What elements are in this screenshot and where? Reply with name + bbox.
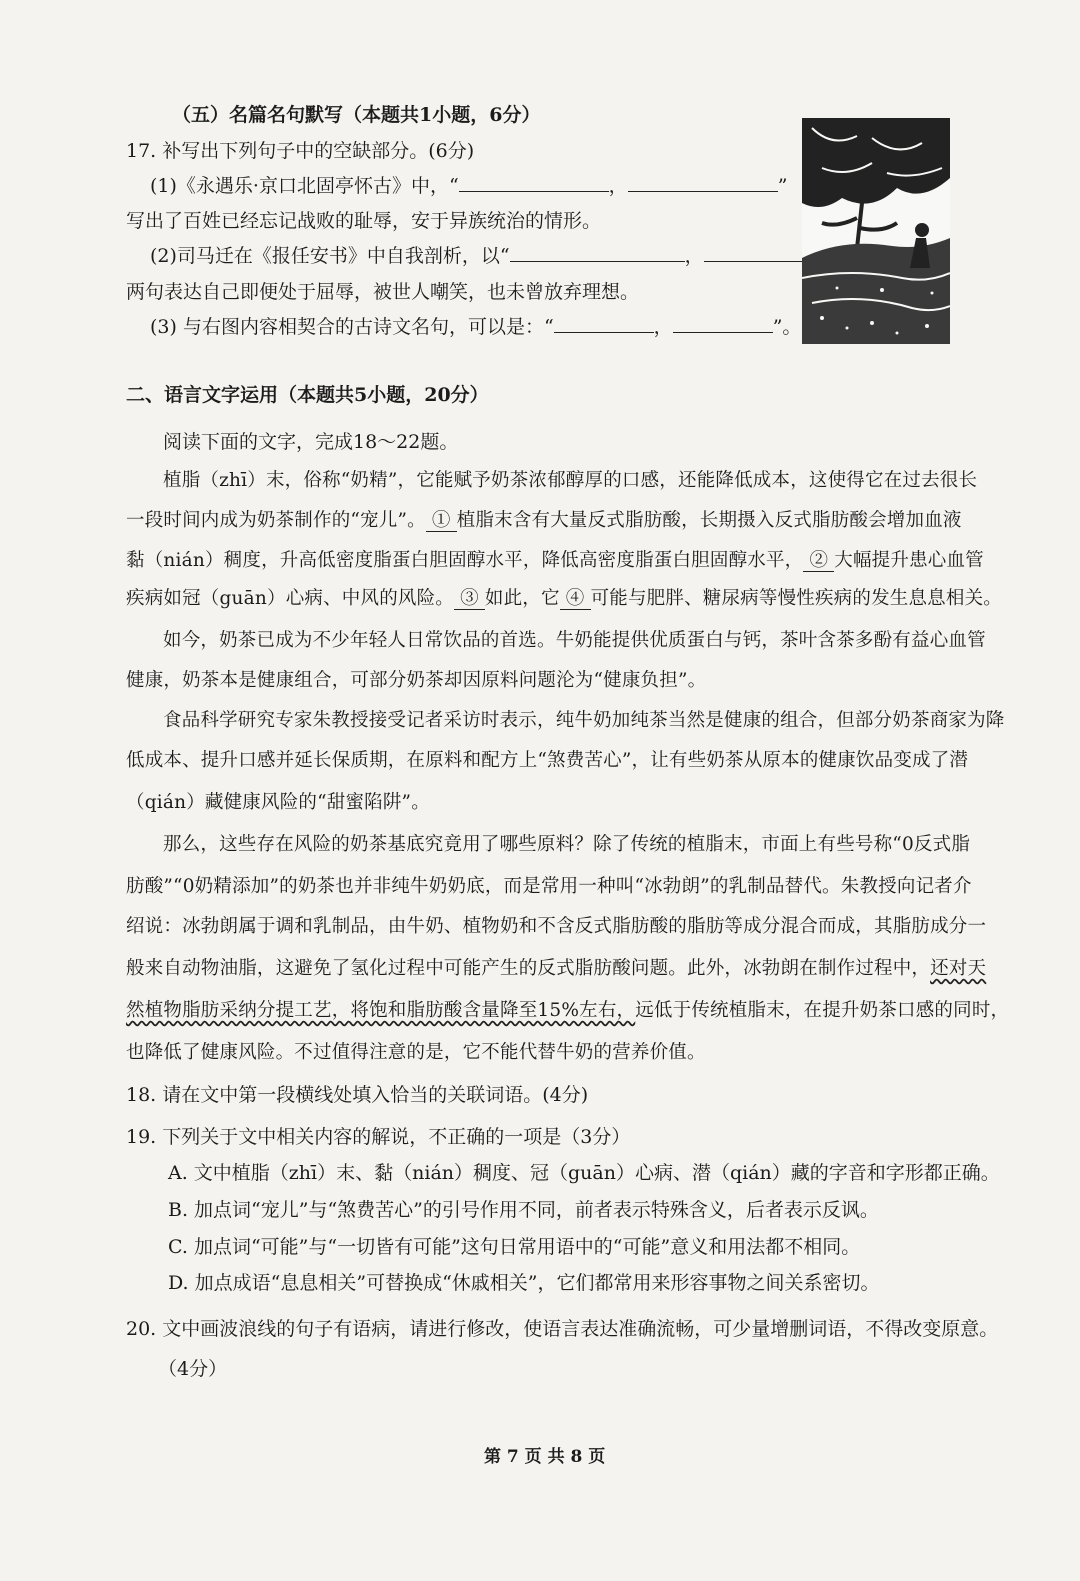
wavy-sentence-part2: 然植物脂肪采纳分提工艺，将饱和脂肪酸含量降至15%左右， [126,1000,636,1021]
passage-text: 黏（nián）稠度，升高低密度脂蛋白胆固醇水平，降低高密度脂蛋白胆固醇水平， [126,550,804,571]
q17-part2-line [150,243,853,269]
passage-p1-line4 [126,586,1002,612]
passage-text: 植脂末含有大量反式脂肪酸，长期摄入反式脂肪酸会增加血液 [456,510,962,531]
blank-marker-1: ① [425,510,457,531]
passage-p4-line5 [126,998,1009,1024]
passage-p4-line6: 也降低了健康风险。不过值得注意的是，它不能代替牛奶的营养价值。 [126,1042,706,1063]
passage-text: 一段时间内成为奶茶制作的“宠儿”。 [126,510,426,531]
comma: ， [653,316,673,338]
q19-option-b[interactable]: B. 加点词“宠儿”与“煞费苦心”的引号作用不同，前者表示特殊含义，后者表示反讽。 [168,1199,879,1221]
passage-text: 大幅提升患心血管 [834,550,984,571]
q17-blank-1[interactable] [459,173,609,192]
q17-part1-text: (1)《永遇乐·京口北固亭怀古》中，“ [150,175,459,197]
passage-p4-line3: 绍说：冰勃朗属于调和乳制品，由牛奶、植物奶和不含反式脂肪酸的脂肪等成分混合而成，其脂肪成分一 [126,916,987,937]
q17-blank-3[interactable] [510,243,685,262]
comma: ， [684,245,704,267]
comma: ， [608,175,628,197]
passage-p3-line3: （qián）藏健康风险的“甜蜜陷阱”。 [126,792,430,813]
section-five-heading: （五）名篇名句默写（本题共1小题，6分） [172,104,541,126]
q17-stem: 17. 补写出下列句子中的空缺部分。(6分) [126,140,475,162]
q19-option-c[interactable]: C. 加点词“可能”与“一切皆有可能”这句日常用语中的“可能”意义和用法都不相同。 [168,1236,861,1258]
q17-part1-desc: 写出了百姓已经忘记战败的耻辱，安于异族统治的情形。 [126,210,602,232]
q20-points: （4分） [158,1358,228,1380]
passage-p4-line2: 肪酸”“0奶精添加”的奶茶也并非纯牛奶奶底，而是常用一种叫“冰勃朗”的乳制品替代。朱教授向记者介 [126,876,972,897]
quote-close: ”。 [772,316,802,338]
q19-stem: 19. 下列关于文中相关内容的解说，不正确的一项是（3分） [126,1126,631,1148]
passage-text: 远低于传统植脂末，在提升奶茶口感的同时， [635,1000,1010,1021]
passage-p2-line2: 健康，奶茶本是健康组合，可部分奶茶却因原料问题沦为“健康负担”。 [126,670,707,691]
passage-text: 如此，它 [484,588,560,609]
blank-marker-4: ④ [559,588,591,609]
q17-part3-text: (3) 与右图内容相契合的古诗文名句，可以是：“ [150,316,554,338]
q17-blank-5[interactable] [554,314,654,333]
passage-p1-line3 [126,548,984,574]
q17-blank-2[interactable] [628,173,778,192]
blank-marker-2: ② [803,550,835,571]
passage-p4-line1: 那么，这些存在风险的奶茶基底究竟用了哪些原料？除了传统的植脂末，市面上有些号称“0反式脂 [163,834,971,855]
passage-p3-line2: 低成本、提升口感并延长保质期，在原料和配方上“煞费苦心”，让有些奶茶从原本的健康饮品变成了潜 [126,750,969,771]
q20-stem: 20. 文中画波浪线的句子有语病，请进行修改，使语言表达准确流畅，可少量增删词语，不得改变原意。 [126,1318,999,1340]
passage-text: 般来自动物油脂，这避免了氢化过程中可能产生的反式脂肪酸问题。此外，冰勃朗在制作过程中， [126,958,931,979]
passage-text: 可能与肥胖、糖尿病等慢性疾病的发生息息相关。 [590,588,1002,609]
ink-landscape-illustration-icon [802,118,950,344]
q17-blank-6[interactable] [673,314,773,333]
page-footer: 第 7 页 共 8 页 [484,1447,606,1467]
passage-p2-line1: 如今，奶茶已成为不少年轻人日常饮品的首选。牛奶能提供优质蛋白与钙，茶叶含茶多酚有益心血管 [163,630,986,651]
q17-part2-text: (2)司马迁在《报任安书》中自我剖析，以“ [150,245,510,267]
passage-p4-line4 [126,956,986,982]
passage-text: 疾病如冠（guān）心病、中风的风险。 [126,588,455,609]
reading-intro: 阅读下面的文字，完成18～22题。 [163,431,459,453]
passage-p1-line1: 植脂（zhī）末，俗称“奶精”，它能赋予奶茶浓郁醇厚的口感，还能降低成本，这使得它在过去很长 [163,470,978,491]
quote-close: ” [777,175,788,197]
passage-p1-line2 [126,508,962,534]
blank-marker-3: ③ [454,588,485,609]
q18-stem: 18. 请在文中第一段横线处填入恰当的关联词语。(4分) [126,1084,589,1106]
wavy-sentence-part1: 还对天 [930,958,987,979]
q17-part1-line [150,173,787,199]
passage-p3-line1: 食品科学研究专家朱教授接受记者采访时表示，纯牛奶加纯茶当然是健康的组合，但部分奶茶商家为降 [163,710,1005,731]
q19-option-a[interactable]: A. 文中植脂（zhī）末、黏（nián）稠度、冠（guān）心病、潜（qián）藏的字音和字形都正确。 [168,1162,1000,1184]
q17-part3-line [150,314,801,340]
q17-part2-desc: 两句表达自己即便处于屈辱，被世人嘲笑，也未曾放弃理想。 [126,281,640,303]
q19-option-d[interactable]: D. 加点成语“息息相关”可替换成“休戚相关”，它们都常用来形容事物之间关系密切。 [168,1272,880,1294]
section-two-heading: 二、语言文字运用（本题共5小题，20分） [126,384,489,406]
